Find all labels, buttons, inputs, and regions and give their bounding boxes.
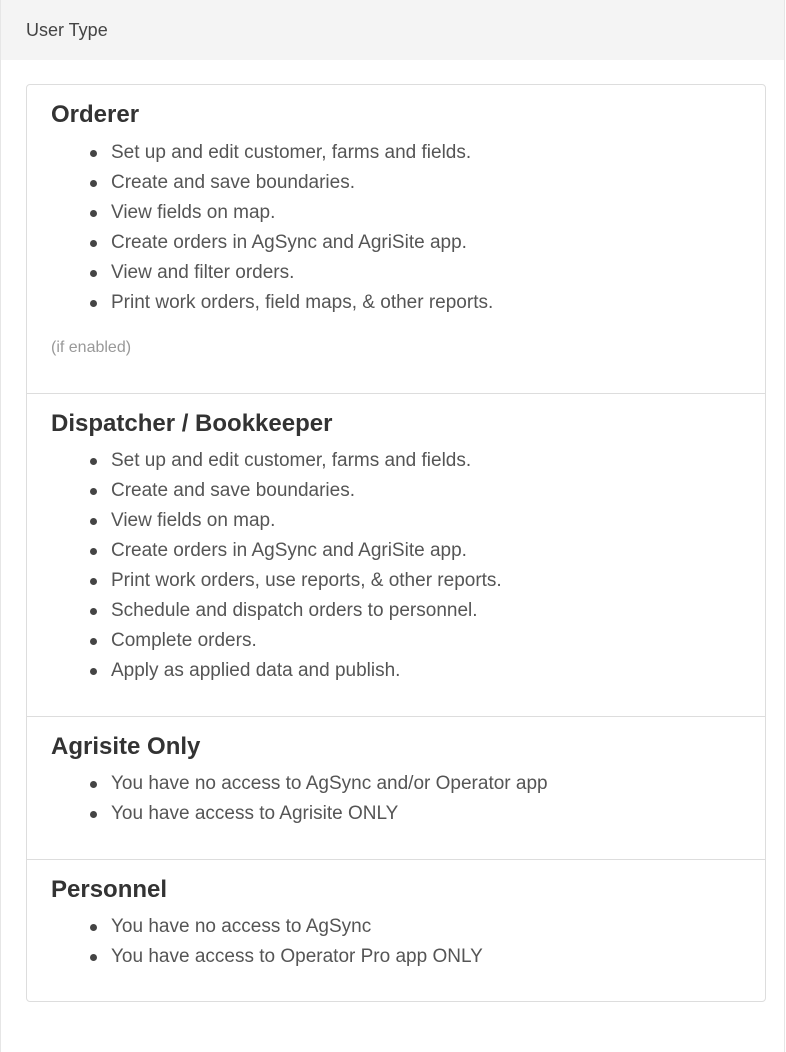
panel-title: User Type — [26, 19, 108, 40]
role-permissions-list — [86, 446, 502, 686]
list-item: Create and save boundaries. — [86, 168, 493, 198]
list-item: Create and save boundaries. — [86, 476, 502, 506]
role-title: Personnel — [51, 876, 168, 903]
role-note: (if enabled) — [51, 339, 132, 356]
role-title: Agrisite Only — [51, 733, 201, 760]
list-item: Complete orders. — [86, 626, 502, 656]
list-item: Create orders in AgSync and AgriSite app. — [86, 228, 493, 258]
list-item: View and filter orders. — [86, 258, 493, 288]
role-dispatcher-bookkeeper[interactable] — [27, 393, 765, 716]
list-item: Print work orders, field maps, & other reports. — [86, 288, 493, 318]
list-item: Print work orders, use reports, & other reports. — [86, 566, 502, 596]
role-permissions-list — [86, 138, 493, 318]
role-personnel[interactable] — [27, 859, 765, 1001]
user-type-list — [26, 84, 766, 1002]
list-item: View fields on map. — [86, 506, 502, 536]
list-item: You have access to Operator Pro app ONLY — [86, 942, 483, 972]
list-item: Set up and edit customer, farms and fields. — [86, 446, 502, 476]
role-title: Dispatcher / Bookkeeper — [51, 410, 333, 437]
role-orderer[interactable] — [27, 85, 765, 393]
list-item: Apply as applied data and publish. — [86, 656, 502, 686]
list-item: Schedule and dispatch orders to personnel. — [86, 596, 502, 626]
list-item: You have no access to AgSync — [86, 912, 483, 942]
list-item: Create orders in AgSync and AgriSite app. — [86, 536, 502, 566]
list-item: Set up and edit customer, farms and fields. — [86, 138, 493, 168]
panel-header — [1, 0, 784, 60]
role-permissions-list — [86, 912, 483, 972]
list-item: You have no access to AgSync and/or Operator app — [86, 769, 548, 799]
list-item: View fields on map. — [86, 198, 493, 228]
list-item: You have access to Agrisite ONLY — [86, 799, 548, 829]
role-permissions-list — [86, 769, 548, 829]
role-title: Orderer — [51, 101, 140, 128]
role-agrisite-only[interactable] — [27, 716, 765, 859]
